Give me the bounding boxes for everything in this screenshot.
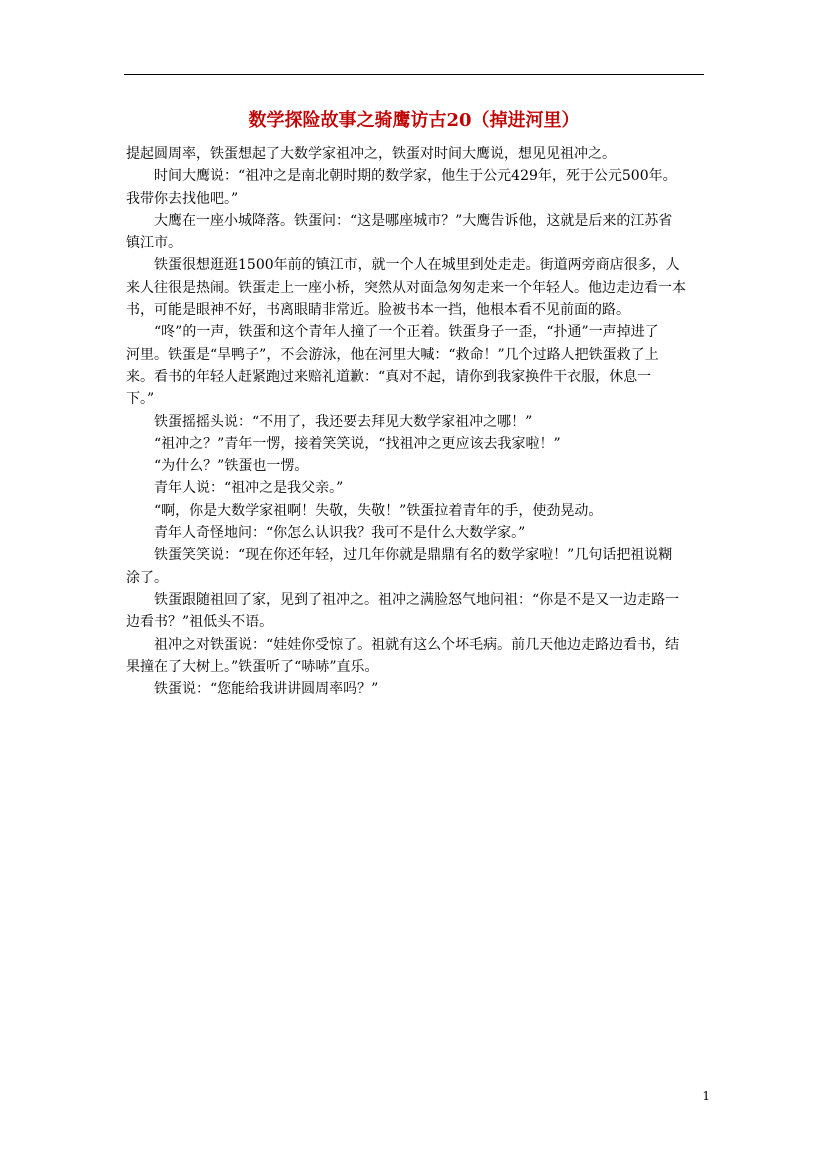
paragraph-line: 青年人说：“祖冲之是我父亲。” xyxy=(154,480,344,497)
header-rule xyxy=(124,74,704,75)
paragraph-line: 铁蛋说：“您能给我讲讲圆周率吗？” xyxy=(154,681,379,698)
paragraph-line: 来。看书的年轻人赶紧跑过来赔礼道歉：“真对不起，请你到我家换件干衣服，休息一 xyxy=(126,368,652,385)
paragraph-line: “啊，你是大数学家祖啊！失敬，失敬！”铁蛋拉着青年的手，使劲晃动。 xyxy=(154,502,603,519)
paragraph-line: 铁蛋跟随祖回了家，见到了祖冲之。祖冲之满脸怒气地问祖：“你是不是又一边走路一 xyxy=(154,591,680,608)
page-number: 1 xyxy=(702,1089,710,1103)
paragraph-line: 青年人奇怪地问：“你怎么认识我？我可不是什么大数学家。” xyxy=(154,525,526,542)
paragraph-line: 时间大鹰说：“祖冲之是南北朝时期的数学家，他生于公元429年，死于公元500年。 xyxy=(154,168,677,185)
paragraph-line: 下。” xyxy=(126,391,155,408)
document-body xyxy=(126,143,706,700)
paragraph-line: 铁蛋笑笑说：“现在你还年轻，过几年你就是鼎鼎有名的数学家啦！”几句话把祖说糊 xyxy=(154,547,673,564)
paragraph-line: “祖冲之？”青年一愣，接着笑笑说，“找祖冲之更应该去我家啦！” xyxy=(154,435,561,452)
paragraph-line: 河里。铁蛋是“旱鸭子”，不会游泳，他在河里大喊：“救命！”几个过路人把铁蛋救了上 xyxy=(126,346,659,363)
paragraph-line: 涂了。 xyxy=(126,569,168,586)
paragraph-line: 铁蛋很想逛逛1500年前的镇江市，就一个人在城里到处走走。街道两旁商店很多，人 xyxy=(154,257,680,274)
paragraph-line: “为什么？”铁蛋也一愣。 xyxy=(154,458,309,475)
paragraph-line: 祖冲之对铁蛋说：“娃娃你受惊了。祖就有这么个坏毛病。前几天他边走路边看书，结 xyxy=(154,636,680,653)
paragraph-line: 提起圆周率，铁蛋想起了大数学家祖冲之，铁蛋对时间大鹰说，想见见祖冲之。 xyxy=(126,146,616,162)
paragraph-line: 书，可能是眼神不好，书离眼睛非常近。脸被书本一挡，他根本看不见前面的路。 xyxy=(126,302,630,319)
document-title: 数学探险故事之骑鹰访古20（掉进河里） xyxy=(248,110,580,131)
paragraph-line: 我带你去找他吧。” xyxy=(126,190,239,207)
paragraph-line: 果撞在了大树上。”铁蛋听了“哧哧”直乐。 xyxy=(126,658,379,675)
paragraph-line: 来人往很是热闹。铁蛋走上一座小桥，突然从对面急匆匆走来一个年轻人。他边走边看一本 xyxy=(126,279,686,296)
paragraph-line: 边看书？”祖低头不语。 xyxy=(126,614,274,631)
paragraph-line: “咚”的一声，铁蛋和这个青年人撞了一个正着。铁蛋身子一歪，“扑通”一声掉进了 xyxy=(154,324,659,341)
paragraph-line: 镇江市。 xyxy=(126,235,182,252)
paragraph-line: 铁蛋摇摇头说：“不用了，我还要去拜见大数学家祖冲之哪！” xyxy=(154,413,533,430)
paragraph-line: 大鹰在一座小城降落。铁蛋问：“这是哪座城市？”大鹰告诉他，这就是后来的江苏省 xyxy=(154,212,673,229)
